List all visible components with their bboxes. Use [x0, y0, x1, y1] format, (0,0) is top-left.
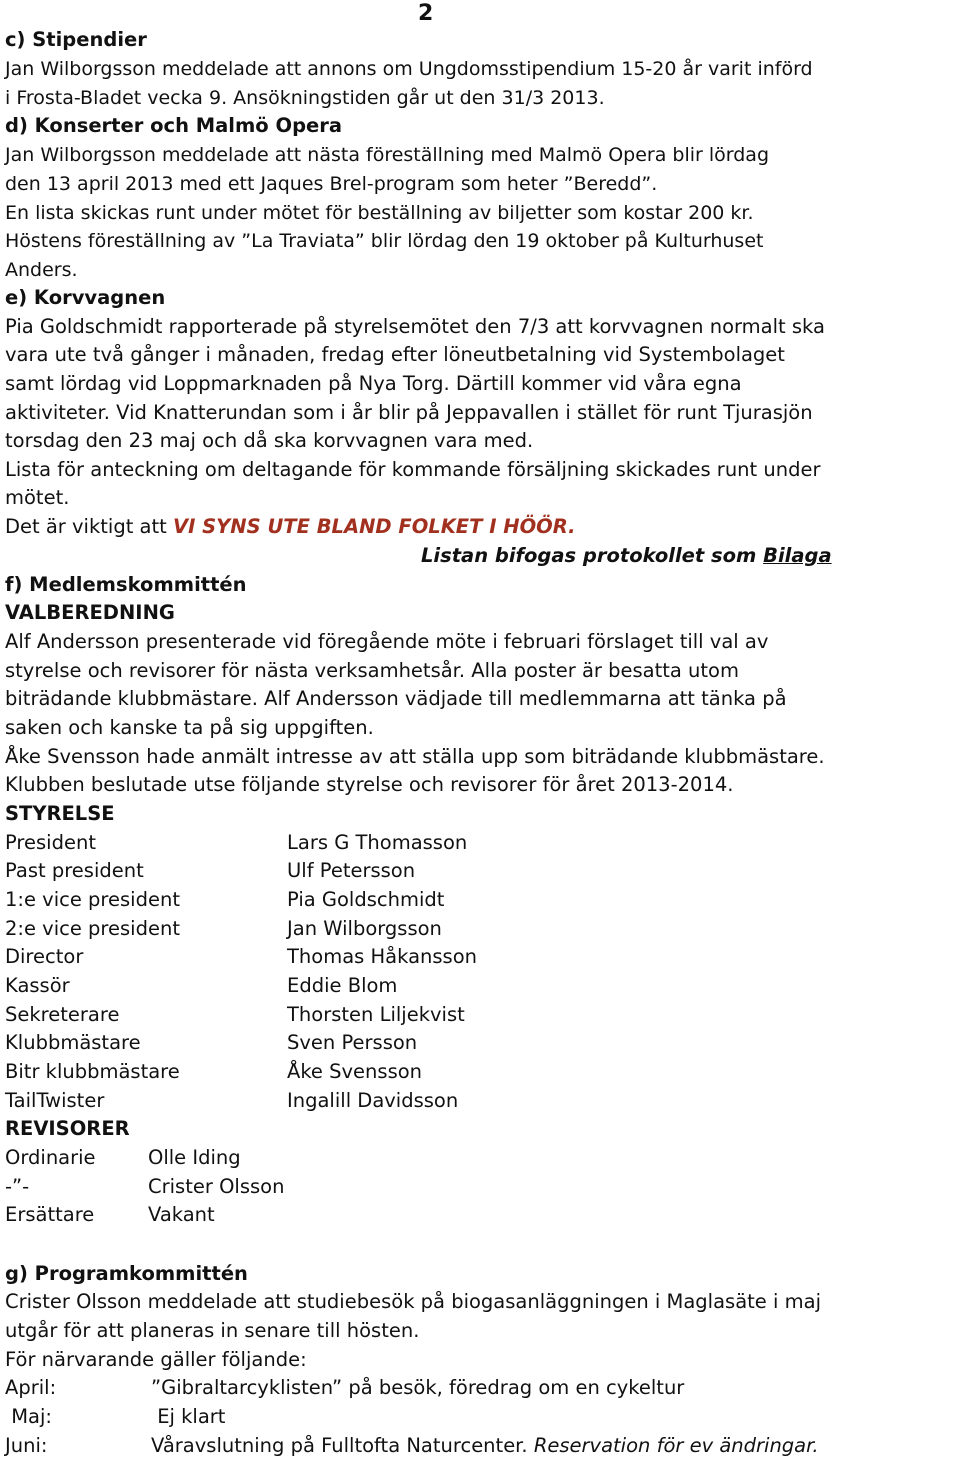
revisor-row — [5, 1173, 405, 1201]
paragraph-line: i Frosta-Bladet vecka 9. Ansökningstiden går ut den 31/3 2013. — [5, 87, 605, 109]
paragraph-line: För närvarande gäller följande: — [5, 1348, 307, 1371]
role: Bitr klubbmästare — [5, 1060, 180, 1083]
reservation-note: Reservation för ev ändringar. — [533, 1434, 819, 1457]
person-name: Sven Persson — [287, 1031, 418, 1054]
paragraph-line: Åke Svensson hade anmält intresse av att ställa upp som biträdande klubbmästare. — [5, 745, 825, 768]
role: TailTwister — [5, 1089, 105, 1112]
paragraph-line: biträdande klubbmästare. Alf Andersson vädjade till medlemmarna att tänka på — [5, 687, 787, 710]
role: Kassör — [5, 974, 70, 997]
important-note — [5, 513, 576, 541]
person-name: Jan Wilborgsson — [287, 917, 442, 940]
person-name: Ingalill Davidsson — [287, 1089, 459, 1112]
styrelse-row — [5, 1087, 605, 1115]
program-text: Våravslutning på Fulltofta Naturcenter. Reservation för ev ändringar. — [151, 1434, 819, 1457]
paragraph-line: Lista för anteckning om deltagande för kommande försäljning skickades runt under — [5, 458, 821, 481]
paragraph-line: Höstens föreställning av ”La Traviata” blir lördag den 19 oktober på Kulturhuset — [5, 230, 764, 252]
person-name: Eddie Blom — [287, 974, 398, 997]
program-row — [5, 1432, 945, 1460]
styrelse-row — [5, 915, 605, 943]
role: 1:e vice president — [5, 888, 180, 911]
styrelse-row — [5, 972, 605, 1000]
styrelse-row — [5, 1001, 605, 1029]
paragraph-line: samt lördag vid Loppmarknaden på Nya Torg. Därtill kommer vid våra egna — [5, 372, 742, 395]
styrelse-row — [5, 943, 605, 971]
paragraph-line: Pia Goldschmidt rapporterade på styrelsemötet den 7/3 att korvvagnen normalt ska — [5, 315, 825, 338]
paragraph-line: utgår för att planeras in senare till hösten. — [5, 1319, 420, 1342]
styrelse-row — [5, 857, 605, 885]
important-emphasis: VI SYNS UTE BLAND FOLKET I HÖÖR. — [173, 515, 576, 538]
section-d-heading: d) Konserter och Malmö Opera — [5, 114, 343, 137]
paragraph-line: den 13 april 2013 med ett Jaques Brel-program som heter ”Beredd”. — [5, 173, 658, 195]
revisorer-heading: REVISORER — [5, 1117, 130, 1140]
paragraph-line: saken och kanske ta på sig uppgiften. — [5, 716, 374, 739]
role: Ersättare — [5, 1203, 95, 1226]
program-month: Juni: — [5, 1434, 48, 1457]
section-e-heading: e) Korvvagnen — [5, 286, 166, 309]
person-name: Åke Svensson — [287, 1060, 423, 1083]
role: Past president — [5, 859, 144, 882]
role: Ordinarie — [5, 1146, 96, 1169]
paragraph-line: Klubben beslutade utse följande styrelse och revisorer för året 2013-2014. — [5, 773, 734, 796]
program-text: ”Gibraltarcyklisten” på besök, föredrag om en cykeltur — [151, 1376, 685, 1399]
revisor-row — [5, 1201, 405, 1229]
paragraph-line: torsdag den 23 maj och då ska korvvagnen vara med. — [5, 429, 534, 452]
revisor-row — [5, 1144, 405, 1172]
role: President — [5, 831, 96, 854]
paragraph-line: Alf Andersson presenterade vid föregående möte i februari förslaget till val av — [5, 630, 769, 653]
styrelse-row — [5, 886, 605, 914]
paragraph-line: En lista skickas runt under mötet för beställning av biljetter som kostar 200 kr. — [5, 202, 754, 224]
paragraph-line: Jan Wilborgsson meddelade att annons om Ungdomsstipendium 15-20 år varit införd — [5, 58, 813, 80]
person-name: Crister Olsson — [148, 1175, 285, 1198]
valberedning-heading: VALBEREDNING — [5, 601, 175, 624]
paragraph-line: vara ute två gånger i månaden, fredag efter löneutbetalning vid Systembolaget — [5, 343, 785, 366]
attachment-note — [421, 542, 832, 570]
styrelse-heading: STYRELSE — [5, 802, 115, 825]
section-g-heading: g) Programkommittén — [5, 1262, 248, 1285]
person-name: Vakant — [148, 1203, 215, 1226]
program-month: April: — [5, 1376, 57, 1399]
styrelse-row — [5, 1029, 605, 1057]
person-name: Thomas Håkansson — [287, 945, 477, 968]
person-name: Pia Goldschmidt — [287, 888, 445, 911]
program-row — [5, 1374, 945, 1402]
styrelse-row — [5, 1058, 605, 1086]
role: Director — [5, 945, 84, 968]
person-name: Ulf Petersson — [287, 859, 416, 882]
section-f-heading: f) Medlemskommittén — [5, 573, 247, 596]
role: Klubbmästare — [5, 1031, 141, 1054]
program-row — [5, 1403, 945, 1431]
styrelse-row — [5, 829, 605, 857]
program-text: Ej klart — [151, 1405, 226, 1428]
important-prefix: Det är viktigt att — [5, 515, 173, 538]
paragraph-line: Anders. — [5, 259, 78, 281]
attachment-prefix: Listan bifogas protokollet som — [421, 544, 764, 567]
section-c-heading: c) Stipendier — [5, 28, 147, 51]
paragraph-line: Crister Olsson meddelade att studiebesök på biogasanläggningen i Maglasäte i maj — [5, 1290, 821, 1313]
program-month: Maj: — [5, 1405, 52, 1428]
page-number: 2 — [418, 1, 434, 26]
paragraph-line: mötet. — [5, 486, 70, 509]
paragraph-line: aktiviteter. Vid Knatterundan som i år blir på Jeppavallen i stället för runt Tjurasjön — [5, 401, 813, 424]
paragraph-line: Jan Wilborgsson meddelade att nästa föreställning med Malmö Opera blir lördag — [5, 144, 770, 166]
role: Sekreterare — [5, 1003, 120, 1026]
paragraph-line: styrelse och revisorer för nästa verksamhetsår. Alla poster är besatta utom — [5, 659, 739, 682]
person-name: Thorsten Liljekvist — [287, 1003, 465, 1026]
person-name: Olle Iding — [148, 1146, 241, 1169]
attachment-link[interactable]: Bilaga — [763, 544, 832, 567]
role: 2:e vice president — [5, 917, 180, 940]
person-name: Lars G Thomasson — [287, 831, 468, 854]
role: -”- — [5, 1175, 30, 1198]
